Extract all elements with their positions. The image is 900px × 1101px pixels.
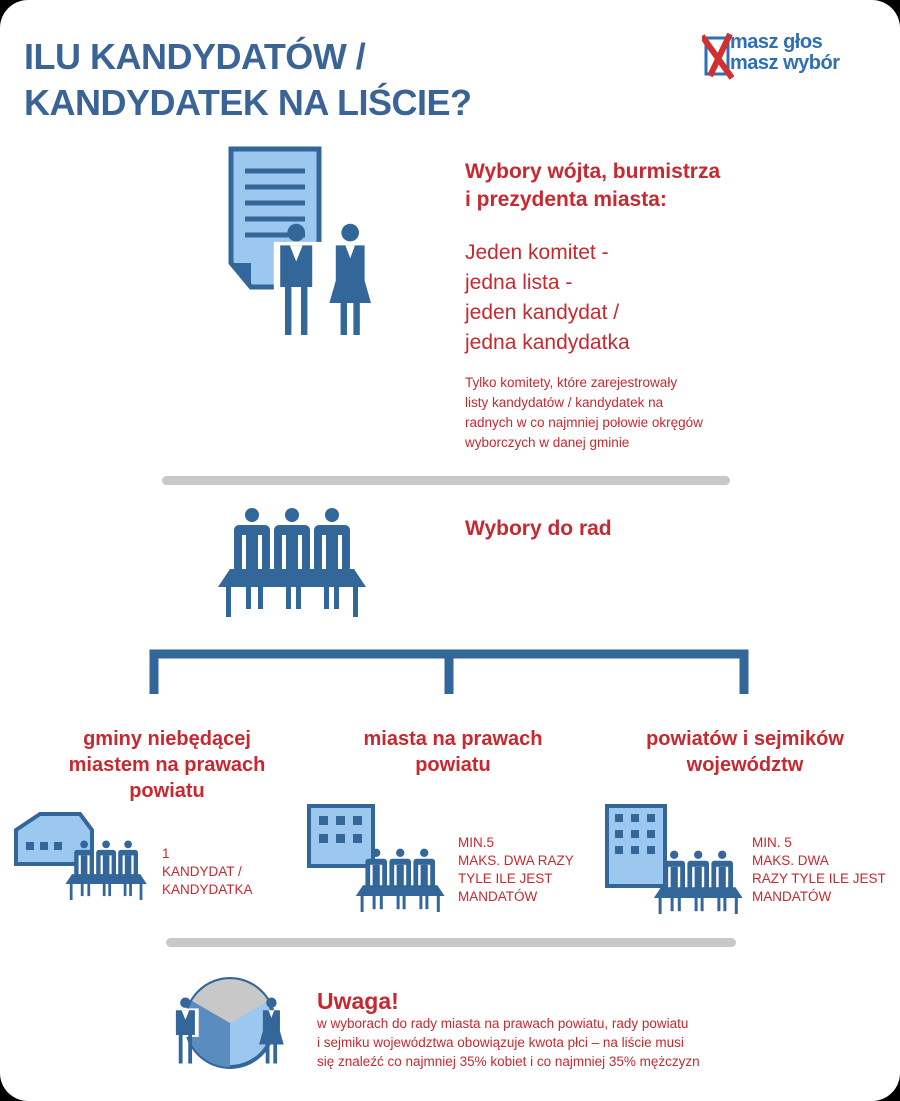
building-council-icon [305,802,450,912]
title-line: województw [686,754,804,776]
note-line: listy kandydatów / kandydatek na [465,395,664,410]
caption-line: MAKS. DWA RAZY [458,853,574,868]
heading-line: Wybory wójta, burmistrza [465,160,721,183]
divider [166,938,736,947]
title-line: miastem na prawach [68,754,266,776]
branch-connector [148,646,750,696]
caption-line: 1 [162,846,170,861]
note-line: radnych w co najmniej połowie okręgów [465,415,703,430]
note-heading: Uwaga! [317,988,399,1014]
note-line: się znaleźć co najmniej 35% kobiet i co najmniej 35% mężczyzn [317,1054,700,1069]
title-line: gminy niebędącej [83,728,251,750]
title-line: miasta na prawach [363,728,543,750]
rule-line: jedna lista - [465,271,573,294]
title-line: KANDYDATEK NA LIŚCIE? [24,82,472,123]
rule-line: Jeden komitet - [465,241,609,264]
column-title-powiat [610,726,880,778]
councils-heading: Wybory do rad [465,517,612,540]
caption-gmina [162,845,253,899]
caption-line: MANDATÓW [752,889,832,904]
caption-line: KANDYDATKA [162,882,253,897]
logo [702,32,882,80]
title-line: powiatu [415,754,491,776]
note-line: w wyborach do rady miasta na prawach powiatu, rady powiatu [317,1016,689,1031]
caption-powiat [752,834,886,906]
title-line: powiatów i sejmików [646,728,844,750]
caption-line: RAZY TYLE ILE JEST [752,871,886,886]
note-body [317,1014,700,1071]
heading-line: i prezydenta miasta: [465,188,667,211]
caption-line: MANDATÓW [458,889,538,904]
house-council-icon [12,810,152,900]
document-couple-icon [225,145,385,345]
tower-council-icon [603,802,748,914]
caption-line: MAKS. DWA [752,853,829,868]
title-line: ILU KANDYDATÓW / [24,36,366,77]
logo-line: masz głos [730,31,823,53]
gender-quota-icon [170,975,290,1071]
note-line: wyborczych w danej gminie [465,435,630,450]
caption-line: MIN.5 [458,835,495,850]
council-icon [212,507,392,627]
rule-line: jeden kandydat / [465,301,620,324]
logo-line: masz wybór [730,52,840,74]
mayor-heading [465,158,720,214]
rule-line: jedna kandydatka [465,331,630,354]
divider [162,476,730,485]
caption-line: KANDYDAT / [162,864,242,879]
caption-miasto [458,834,574,906]
title-line: powiatu [129,780,205,802]
column-title-gmina [32,726,302,804]
mayor-note [465,373,703,453]
caption-line: MIN. 5 [752,835,792,850]
mayor-rule [465,238,630,358]
caption-line: TYLE ILE JEST [458,871,553,886]
note-line: Tylko komitety, które zarejestrowały [465,375,678,390]
note-line: i sejmiku województwa obowiązuje kwota płci – na liście musi [317,1035,684,1050]
column-title-miasto [318,726,588,778]
page-title [24,34,472,126]
